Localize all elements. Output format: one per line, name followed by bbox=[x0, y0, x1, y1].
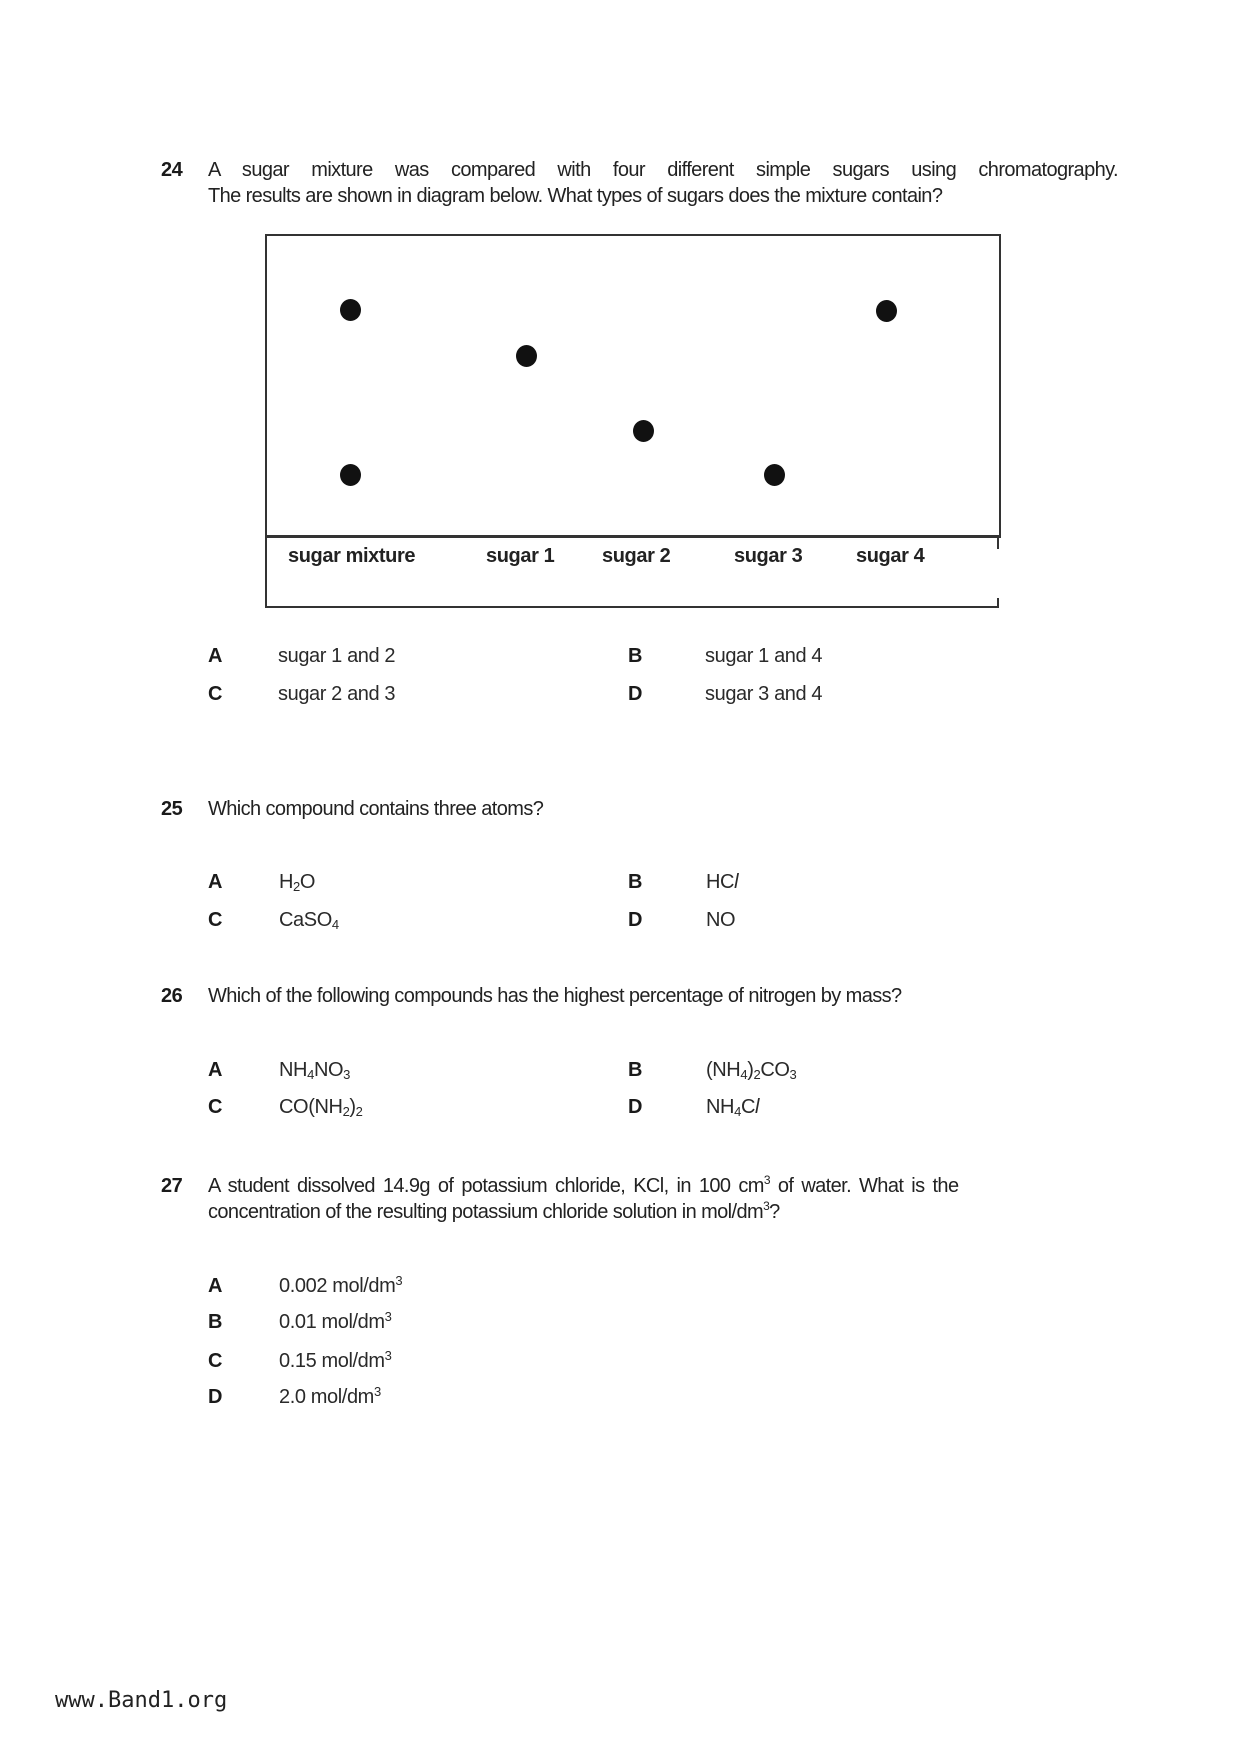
q26-option-c-letter: C bbox=[208, 1096, 223, 1118]
q24-option-c-letter: C bbox=[208, 683, 223, 705]
lane-label-sugar-1: sugar 1 bbox=[486, 545, 555, 567]
diagram-border-tick bbox=[997, 535, 999, 549]
question-26-text: Which of the following compounds has the highest percentage of nitrogen by mass? bbox=[208, 985, 902, 1007]
spot-sugar-4 bbox=[876, 300, 897, 322]
q25-option-d-letter: D bbox=[628, 909, 643, 931]
q24-option-d-text[interactable]: sugar 3 and 4 bbox=[705, 683, 823, 705]
lane-label-sugar-mixture: sugar mixture bbox=[288, 545, 416, 567]
question-25-text: Which compound contains three atoms? bbox=[208, 798, 544, 820]
q24-option-c-text[interactable]: sugar 2 and 3 bbox=[278, 683, 396, 705]
formula-part: H bbox=[279, 871, 294, 893]
q26-option-d-letter: D bbox=[628, 1096, 643, 1118]
lane-label-sugar-2: sugar 2 bbox=[602, 545, 671, 567]
diagram-border-left bbox=[265, 535, 267, 607]
q27-option-c-letter: C bbox=[208, 1350, 223, 1372]
spot-sugar-1 bbox=[516, 345, 537, 367]
spot-mixture-low bbox=[340, 464, 361, 486]
formula-subscript: 4 bbox=[331, 917, 339, 932]
q27-option-a-value[interactable] bbox=[279, 1275, 402, 1298]
option-value: 2.0 mol/dm bbox=[279, 1386, 374, 1408]
superscript: 3 bbox=[763, 1199, 770, 1213]
footer-watermark: www.Band1.org bbox=[55, 1688, 228, 1713]
q26-option-b-formula[interactable]: $(NH_4)_2CO_3$ bbox=[706, 1059, 797, 1082]
q27-option-d-value[interactable] bbox=[279, 1386, 381, 1409]
question-24-number: 24 bbox=[161, 159, 183, 181]
q26-option-a-formula[interactable]: $NH_4NO_3$ bbox=[279, 1059, 350, 1082]
option-value: 0.15 mol/dm bbox=[279, 1350, 385, 1372]
formula-italic-l: l bbox=[734, 871, 739, 893]
superscript: 3 bbox=[763, 1173, 770, 1187]
q27-line1-end: of water. What is the bbox=[769, 1175, 959, 1197]
question-27-text-line2 bbox=[208, 1199, 780, 1225]
q25-option-c-formula[interactable] bbox=[279, 909, 339, 932]
superscript: 3 bbox=[395, 1273, 403, 1288]
q27-option-b-value[interactable] bbox=[279, 1311, 392, 1334]
question-26-number: 26 bbox=[161, 985, 183, 1007]
q25-option-b-formula[interactable] bbox=[706, 871, 738, 894]
question-27-text-line1 bbox=[208, 1173, 958, 1199]
q26-option-d-formula[interactable]: $NH_4Cl$ bbox=[706, 1096, 760, 1119]
question-25-number: 25 bbox=[161, 798, 183, 820]
spot-mixture-high bbox=[340, 299, 361, 321]
superscript: 3 bbox=[384, 1309, 392, 1324]
q27-line2-end: ? bbox=[769, 1201, 780, 1223]
q26-option-c-formula[interactable]: $CO(NH_2)_2$ bbox=[279, 1096, 363, 1119]
q24-option-a-letter: A bbox=[208, 645, 223, 667]
formula-subscript: 2 bbox=[293, 879, 300, 894]
spot-sugar-3 bbox=[764, 464, 785, 486]
option-value: 0.01 mol/dm bbox=[279, 1311, 385, 1333]
q25-option-b-letter: B bbox=[628, 871, 643, 893]
q25-option-d-formula[interactable]: NO bbox=[706, 909, 736, 931]
diagram-border-bottom bbox=[265, 606, 999, 608]
q27-line2-text: concentration of the resulting potassium chloride solution in mol/dm bbox=[208, 1201, 764, 1223]
superscript: 3 bbox=[373, 1384, 381, 1399]
question-27-number: 27 bbox=[161, 1175, 183, 1197]
q24-option-a-text[interactable]: sugar 1 and 2 bbox=[278, 645, 396, 667]
q25-option-a-letter: A bbox=[208, 871, 223, 893]
option-value: 0.002 mol/dm bbox=[279, 1275, 396, 1297]
formula-part: O bbox=[299, 871, 316, 893]
lane-label-sugar-4: sugar 4 bbox=[856, 545, 925, 567]
q27-line1-text: A student dissolved 14.9g of potassium chloride, KCl, in 100 cm bbox=[208, 1175, 764, 1197]
q25-option-c-letter: C bbox=[208, 909, 223, 931]
q24-option-b-letter: B bbox=[628, 645, 643, 667]
q27-option-b-letter: B bbox=[208, 1311, 223, 1333]
formula-part: HC bbox=[706, 871, 735, 893]
superscript: 3 bbox=[384, 1348, 392, 1363]
question-24-text-line2: The results are shown in diagram below. What types of sugars does the mixture contain? bbox=[208, 185, 943, 207]
formula-part: CaSO bbox=[279, 909, 332, 931]
q26-option-a-letter: A bbox=[208, 1059, 223, 1081]
diagram-border-tick bbox=[997, 598, 999, 608]
q27-option-a-letter: A bbox=[208, 1275, 223, 1297]
q26-option-b-letter: B bbox=[628, 1059, 643, 1081]
q27-option-c-value[interactable] bbox=[279, 1350, 392, 1373]
chromatography-diagram bbox=[265, 234, 999, 609]
q24-option-d-letter: D bbox=[628, 683, 643, 705]
question-24-text-line1: A sugar mixture was compared with four different simple sugars using chromatography. bbox=[208, 159, 1118, 181]
q27-option-d-letter: D bbox=[208, 1386, 223, 1408]
lane-label-sugar-3: sugar 3 bbox=[734, 545, 803, 567]
q25-option-a-formula[interactable] bbox=[279, 871, 315, 894]
spot-sugar-2 bbox=[633, 420, 654, 442]
q24-option-b-text[interactable]: sugar 1 and 4 bbox=[705, 645, 823, 667]
chromatogram-paper bbox=[265, 234, 1001, 538]
